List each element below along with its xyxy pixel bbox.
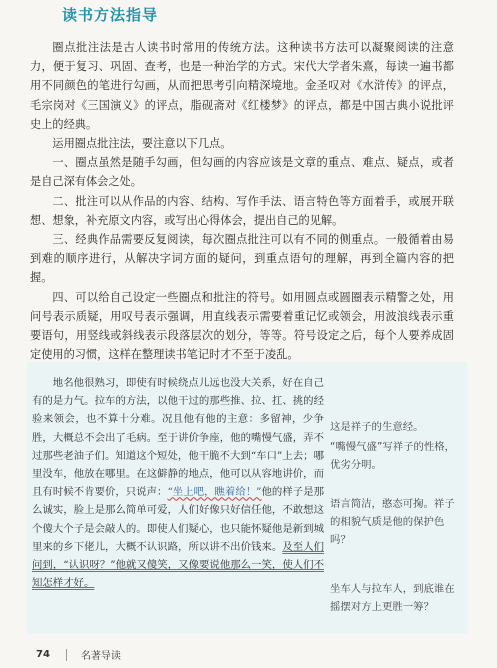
side-note-3 xyxy=(330,495,462,549)
footer-book-title: 名著导读 xyxy=(80,651,121,662)
side-note-1 xyxy=(330,418,462,436)
side-note-text: “嘴慢气盛”写祥子的性格，优劣分明。 xyxy=(330,441,456,471)
method-lead-paragraph: 运用圈点批注法，要注意以下几点。 xyxy=(52,137,232,151)
page-number: 74 xyxy=(36,649,50,660)
intro-paragraph: 圈点批注法是古人读书时常用的传统方法。这种读书方法可以凝聚阅读的注意力，便于复习、巩固、查考，也是一种治学的方式。宋代大学者朱熹，每读一遍书都用不同颜色的笔进行勾画，从而把思考引向精深境地。金圣叹对《水浒传》的评点，毛宗岗对《三国演义》的评点，脂砚斋对《红楼梦》的评点，都是中国古典小说批评史上的经典。 xyxy=(30,41,454,131)
side-note-4 xyxy=(330,580,462,616)
side-note-text: 语言简洁，憨态可掬。祥子的相貌气质是他的保护色吗？ xyxy=(330,498,455,546)
excerpt-highlight-ending: 及至人们问到，“认识呀？”他就又傻笑，又像要说他那么一笑，使人们不知怎样才好。 xyxy=(32,540,325,590)
side-note-text: 这是祥子的生意经。 xyxy=(330,421,424,433)
point-four-paragraph: 四、可以给自己设定一些圈点和批注的符号。如用圆点或圆圈表示精警之处，用问号表示质疑，用叹号表示强调，用直线表示需要着重记忆或领会，用波浪线表示重要语句，用竖线或斜线表示段落层次的划分，等等。符号设定之后，每个人要养成固定使用的习惯，这样在整理读书笔记时才不至于凌乱。 xyxy=(30,290,454,362)
side-note-text: 坐车人与拉车人，到底谁在摇摆对方上更胜一筹？ xyxy=(330,583,455,613)
point-two-paragraph: 二、批注可以从作品的内容、结构、写作手法、语言特色等方面着手，或展开联想、想象，补充原文内容，或写出心得体会，提出自己的见解。 xyxy=(30,194,454,227)
side-note-2 xyxy=(330,438,462,474)
body-text xyxy=(30,38,454,384)
example-excerpt-paragraph xyxy=(32,374,324,592)
point-three-paragraph: 三、经典作品需要反复阅读，每次圈点批注可以有不同的侧重点。一般循着由易到难的顺序进行，从解决字词方面的疑问，到重点语句的理解，再到全篇内容的把握。 xyxy=(30,233,454,285)
point-one-paragraph: 一、圈点虽然是随手勾画，但勾画的内容应该是文章的重点、难点、疑点，或者是自己深有体会之处。 xyxy=(30,156,454,189)
excerpt-highlight-quote: “坐上吧，瞧着给！” xyxy=(167,486,262,499)
example-excerpt xyxy=(32,374,324,592)
page-footer xyxy=(36,647,121,662)
footer-divider xyxy=(66,649,67,661)
excerpt-text-a: 地名他很熟习，即使有时候绕点儿远也没大关系，好在自己有的是力气。拉车的方法，以他干过的那些推、拉、扛、挑的经验来领会，也不算十分难。况且他有他的主意：多留神，少争胜，大概总不会出了毛病。至于讲价争座，他的嘴慢气盛，弄不过那些老油子们。知道这个短处，他干脆不大到“车口”上去；哪里没车，他放在哪里。在这僻静的地点，他可以从容地讲价，而且有时候不肯要价，只说声： xyxy=(32,377,324,499)
excerpt-text-b: 他的样子是那么诚实，脸上是那么简单可爱，人们好像只好信任他，不敢想这个傻大个子是会敲人的。即使人们疑心，也只能怀疑他是新到城里来的乡下佬儿，大概不认识路，所以讲不出价钱来。 xyxy=(32,486,325,553)
page-header-title: 读书方法指导 xyxy=(62,6,159,24)
